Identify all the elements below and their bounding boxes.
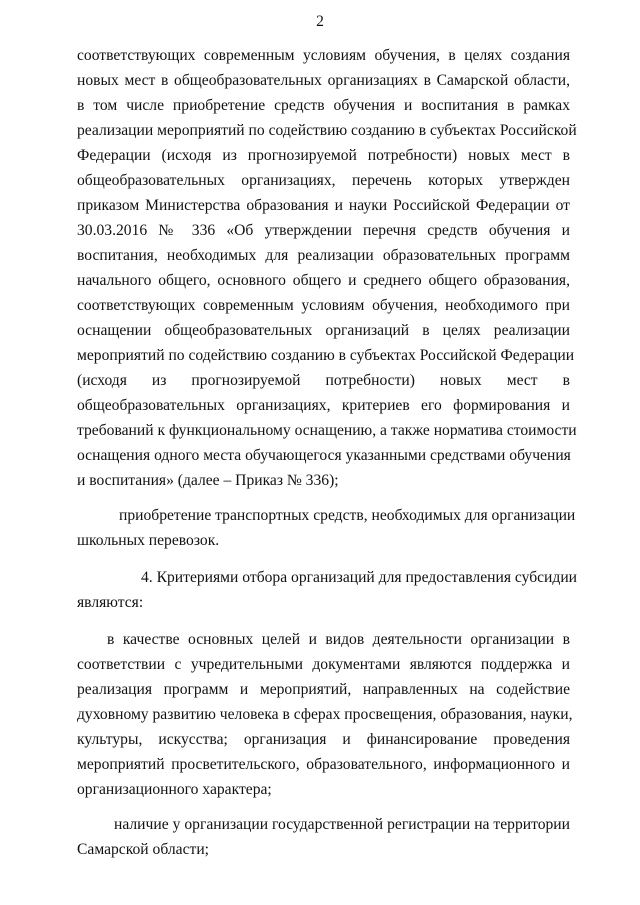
text-line: школьных перевозок.	[77, 532, 220, 549]
text-line: соответствии с учредительными документами являются поддержка и	[77, 656, 570, 673]
text-line: (исходя из прогнозируемой потребности) новых мест в	[77, 372, 570, 389]
section-4-heading	[141, 565, 578, 590]
text-line: и воспитания» (далее – Приказ № 336);	[77, 472, 339, 489]
text-line: мероприятий просветительского, образовательного, информационного и	[77, 756, 570, 773]
text-line: являются:	[77, 594, 144, 611]
section-4-heading-cont	[77, 590, 570, 615]
text-line: Самарской области;	[77, 841, 210, 858]
text-line: приказом Министерства образования и науки Российской Федерации от	[77, 197, 570, 214]
text-line: в качестве основных целей и видов деятельности организации в	[107, 631, 570, 648]
text-line: оснащении общеобразовательных организаций в целях реализации	[77, 322, 570, 339]
text-line: начального общего, основного общего и среднего общего образования,	[77, 272, 570, 289]
page-number: 2	[316, 13, 324, 30]
text-line: в том числе приобретение средств обучения и воспитания в рамках	[77, 97, 570, 114]
text-line: общеобразовательных организациях, критериев его формирования и	[77, 397, 570, 414]
text-line: мероприятий по содействию созданию в субъектах Российской Федерации	[77, 347, 575, 364]
text-line: новых мест в общеобразовательных организациях в Самарской области,	[77, 72, 570, 89]
document-body	[77, 43, 578, 862]
text-line: требований к функциональному оснащению, а также норматива стоимости	[77, 422, 577, 439]
criteria-paragraph-first	[107, 627, 570, 652]
text-line: приобретение транспортных средств, необходимых для организации	[119, 507, 576, 524]
text-line: культуры, искусства; организация и финансирование проведения	[77, 731, 570, 748]
text-line: духовному развитию человека в сферах просвещения, образования, науки,	[77, 706, 573, 723]
registration-paragraph	[77, 837, 570, 862]
text-line: организационного характера;	[77, 781, 272, 798]
text-line: воспитания, необходимых для реализации образовательных программ	[77, 247, 570, 264]
text-line: Федерации (исходя из прогнозируемой потребности) новых мест в	[77, 147, 570, 164]
text-line: соответствующих современным условиям обучения, в целях создания	[77, 47, 570, 64]
text-line: общеобразовательных организациях, перечень которых утвержден	[77, 172, 570, 189]
criteria-paragraph	[77, 652, 573, 802]
text-line: реализации мероприятий по содействию созданию в субъектах Российской	[77, 122, 577, 139]
text-line: 30.03.2016 № 336 «Об утверждении перечня средств обучения и	[77, 222, 570, 239]
paragraph-transport-cont	[77, 528, 570, 553]
paragraph-transport	[119, 503, 576, 528]
text-line: соответствующих современным условиям обучения, необходимого при	[77, 297, 570, 314]
text-line: реализация программ и мероприятий, направленных на содействие	[77, 681, 570, 698]
registration-paragraph-first	[114, 812, 570, 837]
paragraph-continuation	[77, 43, 577, 493]
text-line: оснащения одного места обучающегося указанными средствами обучения	[77, 447, 571, 464]
text-line: наличие у организации государственной регистрации на территории	[114, 816, 570, 833]
text-line: 4. Критериями отбора организаций для предоставления субсидии	[141, 569, 578, 586]
